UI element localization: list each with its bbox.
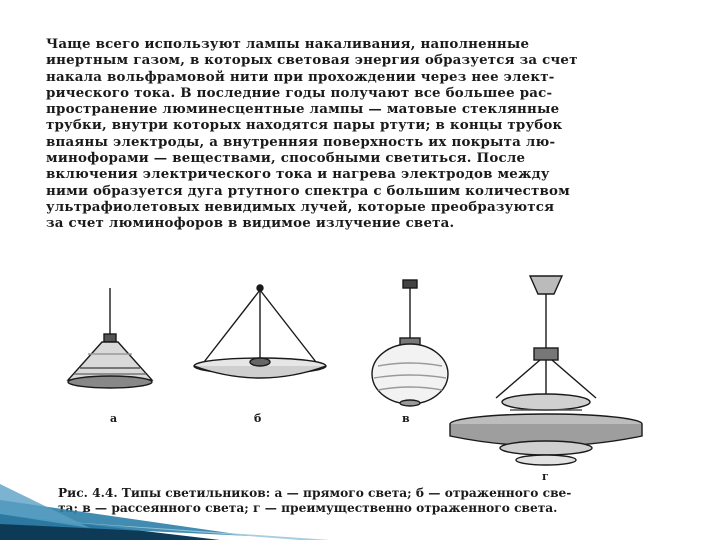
lamp-b-drawing [194,285,326,378]
text-line: пространение люминесцентные лампы — матовые стеклянные [46,101,560,118]
text-line: ультрафиолетовых невидимых лучей, которые преобразуются [46,198,555,215]
lamp-d-label: г [542,470,549,483]
corner-decoration [0,484,340,540]
lamp-a-label: а [110,412,118,425]
text-line: Чаще всего используют лампы накаливания, наполненные [46,36,530,52]
lamp-types-figure [40,262,680,482]
lamp-a-drawing [68,288,152,388]
text-line: рического тока. В последние годы получают все большее рас- [46,84,553,101]
text-line: трубки, внутри которых находятся пары ртути; в концы трубок [46,117,563,134]
text-line: накала вольфрамовой нити при прохождении через нее элект- [46,68,555,85]
lamp-c-drawing [372,280,448,406]
text-line: за счет люминофоров в видимое излучение света. [46,215,455,232]
text-line: впаяны электроды, а внутренняя поверхность их покрыта лю- [46,133,556,150]
text-line: включения электрического тока и нагрева электродов между [46,166,550,183]
lamp-b-label: б [254,412,262,425]
text-line: ними образуется дуга ртутного спектра с большим количеством [46,182,570,199]
caption-line: та; в — рассеянного света; г — преимущественно отраженного света. [58,501,558,515]
text-line: минофорами — веществами, способными светиться. После [46,150,526,167]
caption-line: Рис. 4.4. Типы светильников: а — прямого света; б — отраженного све- [58,486,572,500]
lamp-drawings [40,262,680,482]
lamp-d-drawing [450,276,642,465]
lamp-c-label: в [402,412,410,425]
body-paragraph [46,36,674,232]
text-line: инертным газом, в которых световая энергия образуется за счет [46,52,578,69]
